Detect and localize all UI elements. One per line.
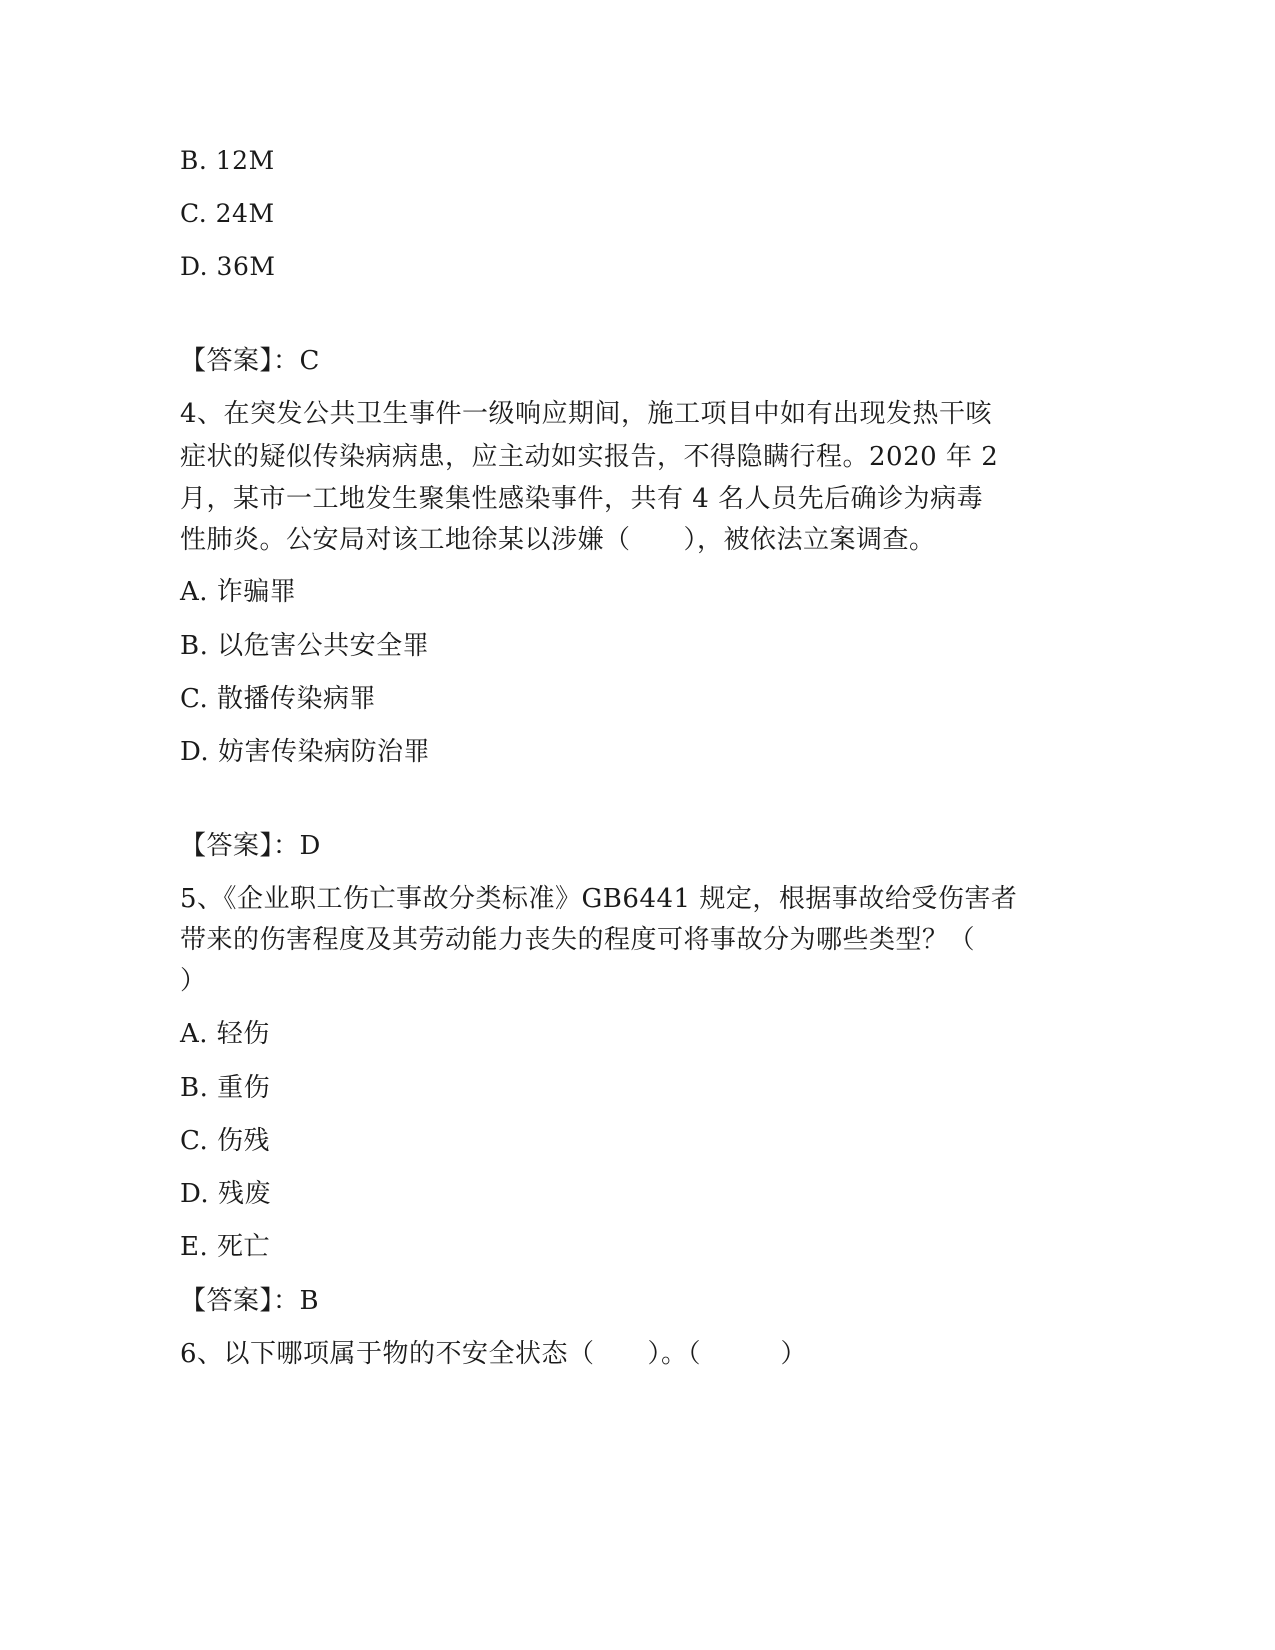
q3-answer: 【答案】：C (180, 346, 320, 376)
q5-option-b: B. 重伤 (180, 1073, 271, 1103)
q4-option-a: A. 诈骗罪 (180, 577, 297, 607)
q5-text-line-3: ） (180, 966, 207, 996)
q4-text-line-2: 症状的疑似传染病病患，应主动如实报告，不得隐瞒行程。2020 年 2 (180, 442, 999, 472)
q4-option-c: C. 散播传染病罪 (180, 684, 376, 714)
q4-text-line-1: 4、在突发公共卫生事件一级响应期间，施工项目中如有出现发热干咳 (180, 399, 993, 429)
q5-answer: 【答案】：B (180, 1286, 320, 1316)
q6-text-line-1: 6、以下哪项属于物的不安全状态（ ）。（ ） (180, 1339, 808, 1369)
q5-text-line-2: 带来的伤害程度及其劳动能力丧失的程度可将事故分为哪些类型？（ (180, 925, 976, 955)
q4-option-d: D. 妨害传染病防治罪 (180, 737, 430, 767)
q3-option-b: B. 12M (180, 146, 275, 175)
q4-option-b: B. 以危害公共安全罪 (180, 631, 430, 661)
q4-text-line-4: 性肺炎。公安局对该工地徐某以涉嫌（ ），被依法立案调查。 (180, 525, 936, 555)
q5-option-c: C. 伤残 (180, 1126, 270, 1156)
q5-option-d: D. 残废 (180, 1179, 271, 1209)
q4-text-line-3: 月，某市一工地发生聚集性感染事件，共有 4 名人员先后确诊为病毒 (180, 484, 984, 514)
q4-answer: 【答案】：D (180, 831, 321, 861)
q5-option-a: A. 轻伤 (180, 1019, 270, 1049)
q3-option-d: D. 36M (180, 252, 276, 281)
q5-option-e: E. 死亡 (180, 1232, 271, 1262)
q5-text-line-1: 5、《企业职工伤亡事故分类标准》GB6441 规定，根据事故给受伤害者 (180, 884, 1018, 914)
q3-option-c: C. 24M (180, 199, 275, 228)
